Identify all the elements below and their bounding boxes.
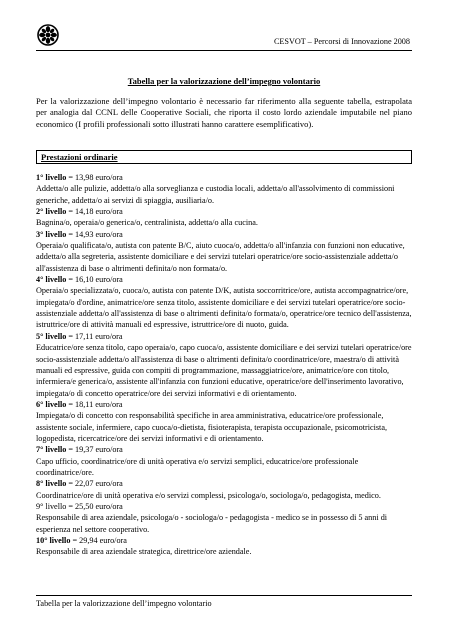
intro-paragraph: Per la valorizzazione dell’impegno volontario è necessario far riferimento alla seguente tabella, estrapolata per analogia dal CCNL delle Cooperative Sociali, che riporta il costo lordo aziendale imputabile nel piano economico (I profili professionali sotto illustrati hanno carattere esemplificativo).: [36, 96, 412, 129]
level-name: 8° livello: [36, 479, 67, 489]
level-name: 5° livello: [36, 331, 67, 341]
level-name: 4° livello: [36, 275, 67, 285]
level-rate: = 17,11 euro/ora: [66, 331, 123, 341]
level-rate: = 14,18 euro/ora: [66, 207, 123, 217]
level-name: 7° livello: [36, 445, 67, 455]
level-description: Operaia/o specializzata/o, cuoca/o, autista con patente D/K, autista soccorritrice/ore, autista accompagnatrice/ore, impiegata/o d'ordine, animatrice/ore senza titolo, assistente domiciliare e dei servizi tutelari operatrice/ore socio-assistenziale addetta/o all'assistenza di base o altrimenti definita/o formata/o, operatrice/ore tecnico dell'assistenza, istruttrice/ore di attività manuali ed espressive, istruttrice/ore di nuoto, guida.: [36, 286, 412, 330]
level-name: 2° livello: [36, 207, 67, 217]
document-title: Tabella per la valorizzazione dell’impegno volontario: [127, 76, 321, 86]
footer-divider: [36, 595, 412, 596]
level-description: Coordinatrice/ore di unità operativa e/o servizi complessi, psicologa/o, sociologa/o, pedagogista, medico.: [36, 490, 381, 500]
level-description: Capo ufficio, coordinatrice/ore di unità operativa e/o servizi semplici, educatrice/ore professionale coordinatrice/ore.: [36, 456, 359, 477]
level-heading: [36, 444, 412, 455]
level-heading: [36, 172, 412, 183]
level-description: Impiegata/o di concetto con responsabilità specifiche in area amministrativa, educatrice/ore professionale, assistente sociale, infermiere, capo cuoca/o-dietista, fisioterapista, terapista occupazionale, psicomotricista, logopedista, ricercatrice/ore dei servizi informativi e di orientamento.: [36, 411, 388, 443]
level-rate: = 22,07 euro/ora: [66, 479, 123, 489]
level-rate: = 19,37 euro/ora: [66, 445, 123, 455]
cesvot-wheel-logo-icon: [37, 24, 59, 46]
level-heading: [36, 229, 412, 240]
level-heading: [36, 501, 412, 512]
level-heading: [36, 274, 412, 285]
level-description: Educatrice/ore senza titolo, capo operaia/o, capo cuoca/o, assistente domiciliare e dei servizi tutelari operatrice/ore socio-assistenziale addetta/o all'assistenza di base o altrimenti definita/o coordinatrice/ore, maestra/o di attività manuali ed espressive, guida con compiti di programmazione, massaggiatrice/ore, animatrice/ore con titolo, infermiera/e generica/o, assistente all'infanzia con funzioni educative, operatrice/ore dell'inserimento lavorativo, impiegata/o di concetto operatrice/ore dei servizi informativi e di orientamento.: [36, 343, 412, 398]
levels-list: [36, 172, 412, 558]
level-description: Addetta/o alle pulizie, addetta/o alla sorveglianza e custodia locali, addetta/o all'assolvimento di commissioni generiche, addetta/o ai servizi di spiaggia, ausiliaria/o.: [36, 184, 395, 205]
footer-text: Tabella per la valorizzazione dell’impegno volontario: [36, 599, 212, 608]
level-rate: = 29,94 euro/ora: [70, 536, 127, 545]
section-title: Prestazioni ordinarie: [36, 150, 412, 164]
level-heading: [36, 399, 412, 410]
level-description: Responsabile di area aziendale strategica, direttrice/ore aziendale.: [36, 547, 252, 557]
level-name: 1° livello: [36, 173, 67, 182]
level-rate: = 14,93 euro/ora: [66, 229, 123, 239]
level-description: Operaia/o qualificata/o, autista con patente B/C, aiuto cuoca/o, addetta/o all'infanzia con funzioni non educative, addetta/o alla segreteria, assistente domiciliare e dei servizi tutelari operatrice/ore socio-assistenziale addetta/o all'assistenza di base o altrimenti definita/o non formata/o.: [36, 241, 405, 273]
level-name: 10° livello: [36, 536, 71, 545]
level-rate: = 25,50 euro/ora: [66, 501, 123, 511]
level-description: Bagnina/o, operaia/o generica/o, centralinista, addetta/o alla cucina.: [36, 218, 258, 228]
header-title: CESVOT – Percorsi di Innovazione 2008: [273, 37, 410, 46]
level-rate: = 16,10 euro/ora: [66, 275, 123, 285]
level-heading: [36, 206, 412, 217]
level-heading: [36, 478, 412, 489]
level-name: 6° livello: [36, 399, 67, 409]
level-heading: [36, 535, 412, 546]
level-name: 9° livello: [36, 501, 67, 511]
level-rate: = 18,11 euro/ora: [66, 399, 123, 409]
level-name: 3° livello: [36, 229, 67, 239]
level-description: Responsabile di area aziendale, psicologa/o - sociologa/o - pedagogista - medico se in possesso di 5 anni di esperienza nel settore cooperativo.: [36, 513, 388, 534]
header-divider: [36, 50, 412, 51]
level-heading: [36, 331, 412, 342]
level-rate: = 13,98 euro/ora: [66, 173, 123, 182]
